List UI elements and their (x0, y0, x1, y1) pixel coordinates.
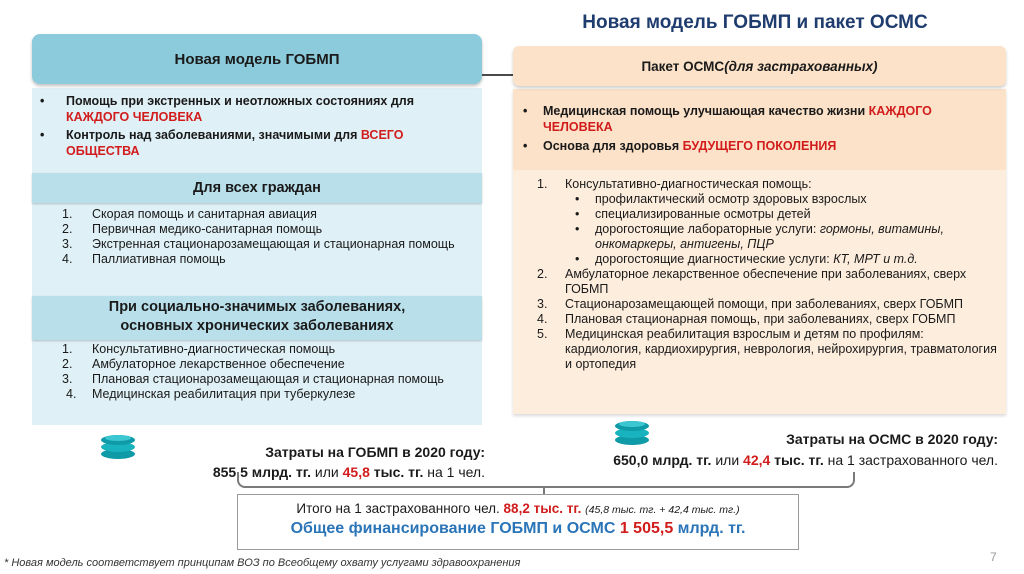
section-all-citizens-list (32, 207, 478, 267)
connector-line (482, 74, 513, 76)
summary-line-2: Общее финансирование ГОБМП и ОСМС 1 505,5 млрд. тг. (290, 520, 746, 537)
sub-item: • дорогостоящие диагностические услуги: КТ, МРТ и т.д. (575, 252, 918, 266)
summary-line-1: Итого на 1 застрахованного чел. 88,2 тыс. тг. (45,8 тыс. тг. + 42,4 тыс. тг.) (296, 501, 740, 516)
left-cost-value: 855,5 млрд. тг. или 45,8 тыс. тг. на 1 чел. (212, 464, 485, 480)
right-bullet-2: • Основа для здоровья БУДУЩЕГО ПОКОЛЕНИЯ (523, 139, 837, 153)
right-bullets (513, 103, 1001, 157)
right-cost-title: Затраты на ОСМС в 2020 году: (786, 431, 998, 447)
left-bullet-1: • Помощь при экстренных и неотложных состояниях для КАЖДОГО ЧЕЛОВЕКА (40, 94, 414, 124)
right-bullet-1: • Медицинская помощь улучшающая качество жизни КАЖДОГО ЧЕЛОВЕКА (523, 104, 932, 134)
list-item: 4. Медицинская реабилитация при туберкулезе (66, 387, 356, 401)
summary-bracket-tick (543, 486, 545, 494)
right-cost-value: 650,0 млрд. тг. или 42,4 тыс. тг. на 1 застрахованного чел. (613, 452, 998, 468)
list-item: 2. Амбулаторное лекарственное обеспечение при заболеваниях, сверх ГОБМП (537, 267, 967, 296)
right-header: Пакет ОСМС (для застрахованных) (513, 46, 1006, 86)
summary-bracket (237, 472, 855, 488)
list-item: 1. Скорая помощь и санитарная авиация (62, 207, 317, 221)
left-cost-title: Затраты на ГОБМП в 2020 году: (265, 444, 485, 460)
list-item: 1. Консультативно-диагностическая помощь (62, 342, 336, 356)
list-item: 4. Паллиативная помощь (62, 252, 226, 266)
page-title: Новая модель ГОБМП и пакет ОСМС (582, 12, 928, 33)
section-all-citizens-title: Для всех граждан (32, 173, 482, 203)
list-item: 1. Консультативно-диагностическая помощь: • профилактический осмотр здоровых взрослых • специализированные осмотры детей • дорогостоящие лабораторные услуги: гормоны, витамины, онкомаркеры, антигены, ПЦР • дорогостоящие диагностические услуги: КТ, МРТ и т.д. (513, 177, 999, 267)
list-item: 5. Медицинская реабилитация взрослым и детям по профилям: кардиология, кардиохирургия, неврология, нейрохирургия, травматология и ортопедия (537, 327, 997, 371)
list-item: 3. Плановая стационарозамещающая и стационарная помощь (62, 372, 444, 386)
section-social-diseases-title: При социально-значимых заболеваниях, основных хронических заболеваниях (32, 296, 482, 340)
coins-icon (98, 432, 138, 462)
section-social-diseases-list (32, 342, 478, 402)
list-item: 2. Амбулаторное лекарственное обеспечение (62, 357, 345, 371)
left-bullet-2: • Контроль над заболеваниями, значимыми для ВСЕГО ОБЩЕСТВА (40, 128, 404, 158)
list-item: 3. Стационарозамещающей помощи, при заболеваниях, сверх ГОБМП (537, 297, 964, 311)
list-item: 4. Плановая стационарная помощь, при заболеваниях, сверх ГОБМП (537, 312, 956, 326)
right-services-list (513, 177, 999, 372)
summary-box (237, 494, 799, 550)
sub-item: • дорогостоящие лабораторные услуги: гормоны, витамины, онкомаркеры, антигены, ПЦР (575, 222, 944, 251)
list-item: 3. Экстренная стационарозамещающая и стационарная помощь (62, 237, 455, 251)
page-number: 7 (990, 550, 997, 564)
list-item: 2. Первичная медико-санитарная помощь (62, 222, 323, 236)
sub-item: • специализированные осмотры детей (575, 207, 811, 221)
footnote: * Новая модель соответствует принципам ВОЗ по Всеобщему охвату услугами здравоохранения (4, 557, 521, 569)
left-header: Новая модель ГОБМП (32, 34, 482, 84)
sub-item: • профилактический осмотр здоровых взрослых (575, 192, 867, 206)
left-bullets (32, 93, 478, 161)
